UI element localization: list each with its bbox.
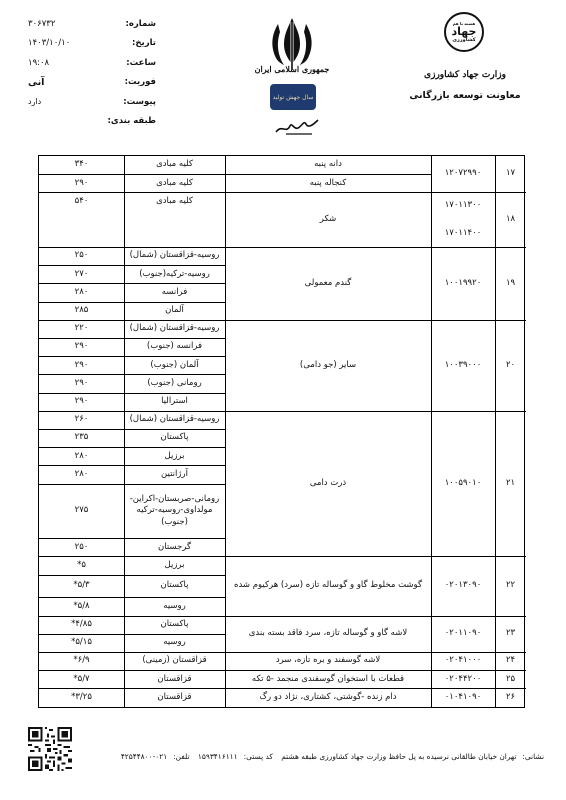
letter-attachment-label: پیوست: xyxy=(123,96,156,107)
letter-attachment-row xyxy=(28,92,156,112)
letter-number-label: شماره: xyxy=(125,18,156,29)
price-cell: ۳۴۰ xyxy=(74,159,89,170)
letter-urgency-row xyxy=(28,73,156,93)
letter-urgency-label: فوریت: xyxy=(124,77,156,88)
price-cell: ۲۶۰ xyxy=(74,414,89,425)
country-cell: رومانی (جنوب) xyxy=(147,377,202,388)
price-cell: ۲۳۵ xyxy=(74,432,89,443)
country-cell: روسیه-قزاقستان (شمال) xyxy=(129,250,220,261)
phone: ۰۲۱-۴۲۵۴۴۸۰۰ xyxy=(120,752,168,761)
address: تهران خیابان طالقانی نرسیده به پل حافظ وزارت جهاد کشاورزی طبقه هشتم xyxy=(281,752,517,761)
logo-bottom-text: کشاورزی xyxy=(452,37,476,43)
row-number: ۲۴ xyxy=(505,655,516,666)
signature-icon xyxy=(272,114,322,138)
price-cell: ۵/۷* xyxy=(73,673,90,684)
address-label: نشانی: xyxy=(522,752,544,761)
price-cell: ۵/۸* xyxy=(73,600,90,611)
price-cell: ۲۸۰ xyxy=(74,468,89,479)
letter-date-row xyxy=(28,34,156,54)
letter-meta xyxy=(28,14,156,131)
letter-date-label: تاریخ: xyxy=(132,38,156,49)
country-cell: پاکستان xyxy=(160,580,189,591)
country-cell: گرجستان xyxy=(158,541,191,552)
tariff-code: ۰۲۰۱۳۰۹۰ xyxy=(444,580,482,591)
price-cell: ۲۹۰ xyxy=(74,341,89,352)
price-cell: ۲۸۰ xyxy=(74,286,89,297)
price-cell: ۲۹۰ xyxy=(74,395,89,406)
letter-classification-label: طبقه بندی: xyxy=(107,116,156,127)
logo-top-text: هسته با هم xyxy=(452,21,476,26)
letter-number-row xyxy=(28,14,156,34)
price-cell: ۵۴۰ xyxy=(74,195,89,206)
product-name: گندم معمولی xyxy=(304,277,352,288)
country-cell: برزیل xyxy=(164,559,185,570)
row-number: ۱۷ xyxy=(505,168,516,179)
country-cell: فرانسه (جنوب) xyxy=(146,341,203,352)
country-cell: پاکستان xyxy=(160,432,189,443)
price-cell: ۲۹۰ xyxy=(74,359,89,370)
footer-contact xyxy=(84,752,544,761)
price-cell: ۲۸۵ xyxy=(74,304,89,315)
product-name: کنجاله پنبه xyxy=(309,177,347,188)
tariff-code: ۰۲۰۴۴۲۰۰ xyxy=(444,673,482,684)
tariff-code: ۰۱۰۴۱۰۹۰ xyxy=(444,691,482,702)
tariff-code: ۰۲۰۴۱۰۰۰ xyxy=(444,655,482,666)
price-cell: ۲۵۰ xyxy=(74,541,89,552)
country-cell: روسیه-قزاقستان (شمال) xyxy=(129,323,220,334)
letter-classification-row xyxy=(28,112,156,132)
row-number: ۲۳ xyxy=(505,628,516,638)
product-name: ذرت دامی xyxy=(309,477,347,488)
price-cell: ۲۷۰ xyxy=(74,268,89,279)
product-name: لاشه گاو و گوساله تازه، سرد فاقد بسته بندی xyxy=(248,628,408,638)
letter-number: ۳۰۶۷۳۲ xyxy=(28,18,56,29)
row-number: ۲۰ xyxy=(505,359,516,370)
country-cell: کلیه مبادی xyxy=(156,159,193,170)
product-name: لاشه گوسفند و بره تازه، سرد xyxy=(275,655,381,666)
country-cell: آلمان (جنوب) xyxy=(150,359,199,370)
country-cell: رومانی-صربستان-اکراین-مولداوی-روسیه-ترکیه (جنوب) xyxy=(129,493,220,527)
product-name: گوشت مخلوط گاو و گوساله تازه (سرد) هرکیوم شده xyxy=(234,580,422,591)
price-cell: ۲۷۵ xyxy=(74,505,89,516)
stamp-text: سال جهش تولید xyxy=(272,93,314,101)
letter-date: ۱۴۰۳/۱۰/۱۰ xyxy=(28,38,71,49)
price-cell: ۵/۱۵* xyxy=(71,637,92,648)
price-cell: ۲۸۰ xyxy=(74,450,89,461)
country-cell: روسیه-ترکیه(جنوب) xyxy=(139,268,210,279)
letter-time: ۱۹:۰۸ xyxy=(28,57,50,68)
country-cell: فرانسه xyxy=(161,286,188,297)
country-cell: روسیه xyxy=(163,637,186,648)
price-cell: ۳/۲۵* xyxy=(71,691,92,702)
price-cell: ۲۵۰ xyxy=(74,250,89,261)
logo-main-text: جهاد xyxy=(451,25,477,38)
phone-label: تلفن: xyxy=(173,752,190,761)
letter-time-row xyxy=(28,53,156,73)
tariff-code: ۱۰۰۱۹۹۲۰ xyxy=(444,277,482,288)
jahad-logo xyxy=(444,12,484,52)
country-cell: پاکستان xyxy=(160,618,189,629)
country-cell: آرژانتین xyxy=(161,468,188,479)
emblem-caption: جمهوری اسلامی ایران xyxy=(254,64,330,74)
product-name: سایر (جو دامی) xyxy=(299,359,357,370)
tariff-code: ۱۷۰۱۱۴۰۰ xyxy=(444,227,482,238)
country-cell: روسیه-قزاقستان (شمال) xyxy=(129,414,220,425)
country-cell: قزاقستان xyxy=(157,691,192,702)
product-name: قطعات با استخوان گوسفندی منجمد -۵ تکه xyxy=(251,673,405,684)
product-name: شکر xyxy=(319,213,337,224)
country-cell: کلیه مبادی xyxy=(156,177,193,188)
price-cell: ۵* xyxy=(77,559,86,570)
letter-urgency: آنی xyxy=(28,76,45,88)
qr-code-icon xyxy=(28,727,72,771)
product-name: دانه پنبه xyxy=(314,159,342,170)
price-cell: ۴/۸۵* xyxy=(71,618,92,629)
row-number: ۲۱ xyxy=(505,477,516,488)
country-cell: قزاقستان xyxy=(157,673,192,684)
country-cell: قزاقستان (زمینی) xyxy=(142,655,207,666)
letter-time-label: ساعت: xyxy=(126,57,156,68)
country-cell: روسیه xyxy=(163,600,186,611)
tariff-code: ۱۰۰۵۹۰۱۰ xyxy=(444,477,482,488)
row-number: ۱۹ xyxy=(505,277,516,288)
tariff-code: ۰۲۰۱۱۰۹۰ xyxy=(444,628,482,638)
price-cell: ۲۲۰ xyxy=(74,323,89,334)
country-cell: کلیه مبادی xyxy=(156,195,193,206)
price-cell: ۲۹۰ xyxy=(74,377,89,388)
tariff-code: ۱۷۰۱۱۳۰۰ xyxy=(444,200,482,211)
postal-code: ۱۵۹۳۴۱۶۱۱۱ xyxy=(197,752,238,761)
price-cell: ۵/۳* xyxy=(73,580,90,591)
country-cell: برزیل xyxy=(164,450,185,461)
row-number: ۲۶ xyxy=(505,691,516,702)
ministry-name: وزارت جهاد کشاورزی xyxy=(424,70,506,80)
country-cell: آلمان xyxy=(165,304,184,315)
row-number: ۱۸ xyxy=(505,213,516,224)
row-number: ۲۵ xyxy=(505,673,516,684)
tariff-code: ۱۲۰۷۲۹۹۰ xyxy=(444,168,482,179)
product-name: دام زنده -گوشتی، کشتاری، نژاد دو رگ xyxy=(259,691,397,702)
letter-attachment: دارد xyxy=(28,97,42,107)
price-cell: ۲۹۰ xyxy=(74,177,89,188)
year-slogan-stamp xyxy=(270,84,316,110)
country-cell: استرالیا xyxy=(161,395,188,406)
postal-label: کد پستی: xyxy=(243,752,273,761)
deputy-name: معاونت توسعه بازرگانی xyxy=(409,90,521,101)
tariff-code: ۱۰۰۳۹۰۰۰ xyxy=(444,359,482,370)
price-table xyxy=(38,155,525,708)
row-number: ۲۲ xyxy=(505,580,516,591)
price-cell: ۶/۹* xyxy=(73,655,90,666)
